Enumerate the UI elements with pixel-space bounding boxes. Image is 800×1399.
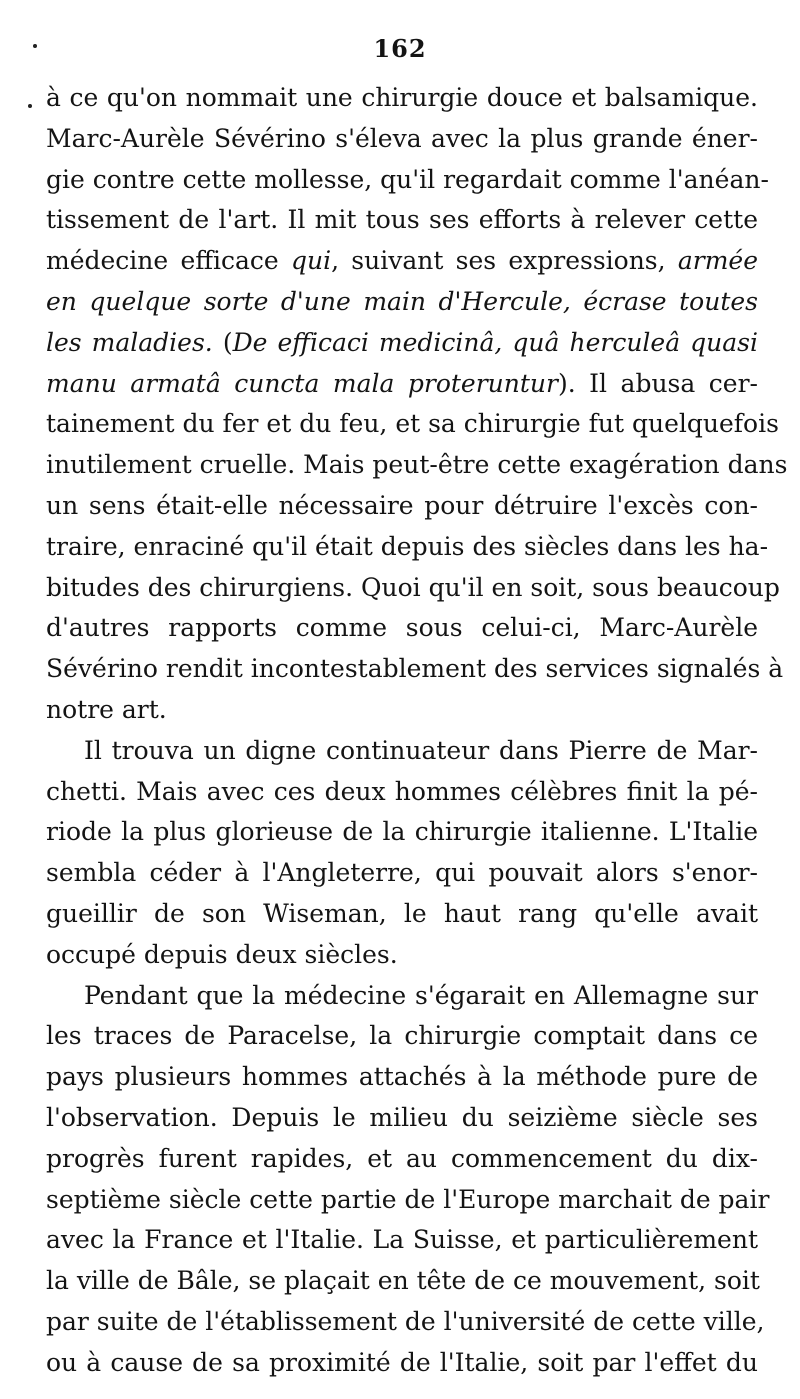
text-run: ou à cause de sa proximité de l'Italie, soit par l'effet du [46, 1347, 758, 1377]
text-run: occupé depuis deux siècles. [46, 939, 398, 969]
italic-text: les maladies. [46, 327, 213, 357]
text-line [46, 894, 758, 935]
text-run: ( [212, 327, 233, 357]
text-line [46, 119, 758, 160]
text-run: riode la plus glorieuse de la chirurgie italienne. L'Italie [46, 817, 758, 847]
text-run: Marc-Aurèle Sévérino s'éleva avec la plus grande éner- [46, 123, 758, 153]
text-line [46, 812, 758, 853]
text-run: septième siècle cette partie de l'Europe marchait de pair [46, 1184, 770, 1214]
text-run: la ville de Bâle, se plaçait en tête de ce mouvement, soit [46, 1266, 760, 1296]
text-run: gueillir de son Wiseman, le haut rang qu'elle avait [46, 898, 758, 928]
text-run: d'autres rapports comme sous celui-ci, Marc-Aurèle [46, 613, 758, 643]
text-run: Pendant que la médecine s'égarait en Allemagne sur [84, 980, 758, 1010]
text-line [46, 364, 758, 405]
text-run: l'observation. Depuis le milieu du seizième siècle ses [46, 1102, 758, 1132]
text-line [46, 1180, 770, 1221]
text-run: inutilement cruelle. Mais peut-être cette exagération dans [46, 450, 788, 480]
text-run: avec la France et l'Italie. La Suisse, et particulièrement [46, 1225, 758, 1255]
text-line [46, 323, 758, 364]
text-run: notre art. [46, 694, 167, 724]
text-line [46, 649, 784, 690]
text-run: pays plusieurs hommes attachés à la méthode pure de [46, 1062, 758, 1092]
text-run: médecine efficace [46, 246, 291, 276]
page-number: 162 [373, 34, 427, 63]
text-line [46, 1016, 758, 1057]
text-line [46, 772, 758, 813]
text-run: Il trouva un digne continuateur dans Pierre de Mar- [84, 735, 758, 765]
italic-text: manu armatâ cuncta mala proteruntur [46, 368, 558, 398]
text-line [46, 1302, 765, 1343]
text-run: bitudes des chirurgiens. Quoi qu'il en soit, sous beaucoup [46, 572, 780, 602]
text-line [46, 486, 758, 527]
text-run: les traces de Paracelse, la chirurgie comptait dans ce [46, 1021, 758, 1051]
text-line [46, 1139, 758, 1180]
italic-text: armée [677, 246, 758, 276]
text-line [46, 241, 758, 282]
text-run: tainement du fer et du feu, et sa chirurgie fut quelquefois [46, 409, 779, 439]
text-line [46, 1098, 758, 1139]
text-run: gie contre cette mollesse, qu'il regardait comme l'anéan- [46, 164, 769, 194]
text-run: par suite de l'établissement de l'université de cette ville, [46, 1306, 765, 1336]
text-run: chetti. Mais avec ces deux hommes célèbres finit la pé- [46, 776, 758, 806]
text-line [46, 690, 758, 731]
text-line [46, 568, 780, 609]
text-line [46, 1057, 758, 1098]
text-line [46, 404, 779, 445]
text-run: traire, enraciné qu'il était depuis des siècles dans les ha- [46, 531, 769, 561]
italic-text: qui [290, 246, 332, 276]
text-line [46, 160, 769, 201]
body-text [46, 78, 788, 1384]
text-run: ). Il abusa cer- [557, 368, 758, 398]
print-speck [28, 104, 32, 108]
text-line [46, 282, 758, 323]
text-line [46, 1261, 758, 1302]
text-line [46, 78, 758, 119]
text-line [46, 1343, 758, 1384]
text-line [46, 935, 758, 976]
text-run: , suivant ses expressions, [331, 246, 678, 276]
text-line [46, 731, 758, 772]
text-line [46, 1220, 758, 1261]
text-run: sembla céder à l'Angleterre, qui pouvait alors s'enor- [46, 858, 758, 888]
text-line [46, 608, 758, 649]
text-run: à ce qu'on nommait une chirurgie douce et balsamique. [46, 83, 758, 112]
italic-text: en quelque sorte d'une main d'Hercule, écrase toutes [46, 286, 758, 316]
italic-text: De efficaci medicinâ, quâ herculeâ quasi [232, 327, 759, 357]
text-line [46, 200, 758, 241]
text-line [46, 976, 758, 1017]
text-run: progrès furent rapides, et au commencement du dix- [46, 1143, 758, 1173]
text-line [46, 527, 769, 568]
text-line [46, 445, 788, 486]
text-line [46, 853, 758, 894]
text-run: un sens était-elle nécessaire pour détruire l'excès con- [46, 490, 758, 520]
text-run: Sévérino rendit incontestablement des services signalés à [46, 654, 784, 684]
text-run: tissement de l'art. Il mit tous ses efforts à relever cette [46, 205, 758, 235]
